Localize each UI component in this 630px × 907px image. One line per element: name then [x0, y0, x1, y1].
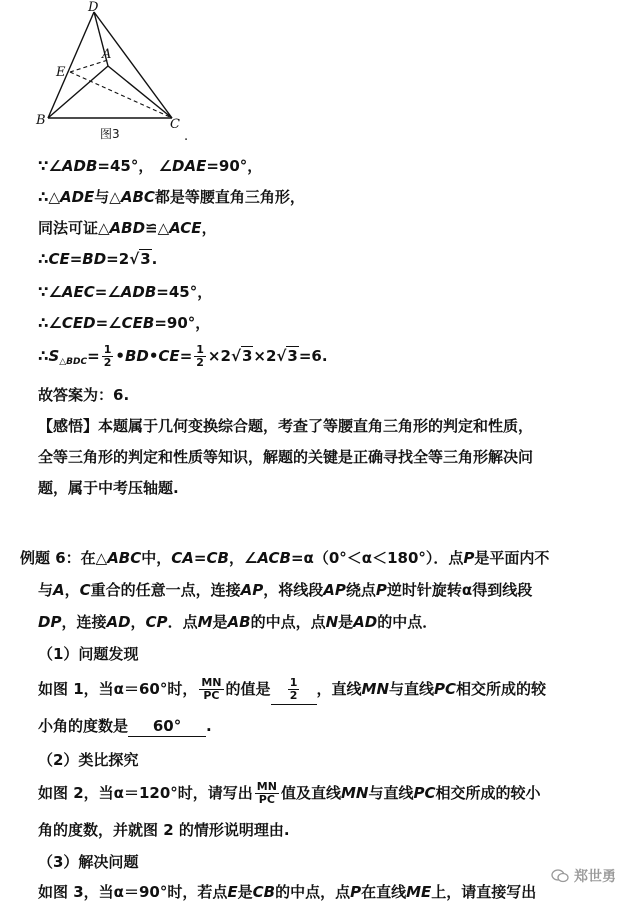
proof-line-4: ∴CE=BD=2√3.	[38, 250, 158, 268]
section-3-title: （3）解决问题	[38, 853, 139, 871]
proof-line-3: 同法可证△ABD≌△ACE，	[38, 219, 217, 237]
section-1-line-1: 如图 1，当α＝60°时， $\frac{MN}{PC}$ 的值是 $\frac{1}{2}$ ，直线MN与直线PC相交所成的较	[38, 674, 546, 705]
proof-line-5: ∵∠AEC=∠ADB=45°，	[38, 283, 213, 301]
figure-caption: 图3	[100, 127, 120, 141]
label-D: D	[88, 0, 99, 15]
section-1-title: （1）问题发现	[38, 645, 139, 663]
proof-line-1: ∵∠ADB=45°， ∠DAE=90°，	[38, 157, 263, 175]
insight-line-2: 全等三角形的判定和性质等知识，解题的关键是正确寻找全等三角形解决问	[38, 448, 534, 466]
section-1-line-2: 小角的度数是 60° .	[38, 717, 212, 735]
section-3-line-1: 如图 3，当α＝90°时，若点E是CB的中点，点P在直线ME上，请直接写出	[38, 883, 537, 901]
proof-line-6: ∴∠CED=∠CEB=90°，	[38, 314, 211, 332]
example-line-2: 与A，C重合的任意一点，连接AP，将线段AP绕点P逆时针旋转α得到线段	[38, 581, 533, 599]
section-2-title: （2）类比探究	[38, 751, 139, 769]
label-A: A	[102, 47, 112, 62]
insight-line-1: 【感悟】本题属于几何变换综合题，考查了等腰直角三角形的判定和性质，	[38, 417, 534, 435]
proof-line-7: $\therefore S_{\triangle BDC}=$ $\frac{1}{2}$ •BD•CE= $\frac{1}{2}$ ×2√3×2√3=6.	[38, 343, 328, 369]
figure-dot: .	[184, 129, 189, 144]
fraction-half: $\frac{1}{2}$	[103, 343, 112, 369]
label-B: B	[36, 113, 46, 128]
insight-line-3: 题，属于中考压轴题.	[38, 479, 179, 497]
label-E: E	[56, 65, 66, 80]
edge-DC	[94, 12, 172, 118]
fraction-half-2: $\frac{1}{2}$	[196, 343, 204, 369]
figure-3	[30, 0, 220, 150]
answer-line: 故答案为：6.	[38, 386, 130, 404]
answer-blank-angle: 60°	[128, 716, 206, 737]
edge-DB	[48, 12, 94, 118]
example-line-1: 例题 6：在△ABC中，CA=CB，∠ACB=α（0°＜α＜180°）．点P是平面内不	[20, 549, 550, 567]
fraction-mn-pc: $\frac{MN}{PC}$	[201, 676, 222, 702]
section-2-line-1: 如图 2，当α＝120°时，请写出 $\frac{MN}{PC}$ 值及直线MN与直线PC相交所成的较小	[38, 780, 541, 806]
wechat-icon	[551, 869, 569, 883]
watermark: 郑世勇	[551, 866, 616, 886]
dashed-EC	[70, 72, 172, 118]
answer-blank-ratio: $\frac{1}{2}$	[271, 674, 317, 705]
proof-line-2: ∴△ADE与△ABC都是等腰直角三角形，	[38, 188, 305, 206]
fraction-mn-pc-2: $\frac{MN}{PC}$	[256, 780, 277, 806]
label-C: C	[170, 117, 180, 132]
example-line-3: DP，连接AD，CP．点M是AB的中点，点N是AD的中点．	[38, 613, 438, 631]
section-2-line-2: 角的度数，并就图 2 的情形说明理由.	[38, 821, 290, 839]
